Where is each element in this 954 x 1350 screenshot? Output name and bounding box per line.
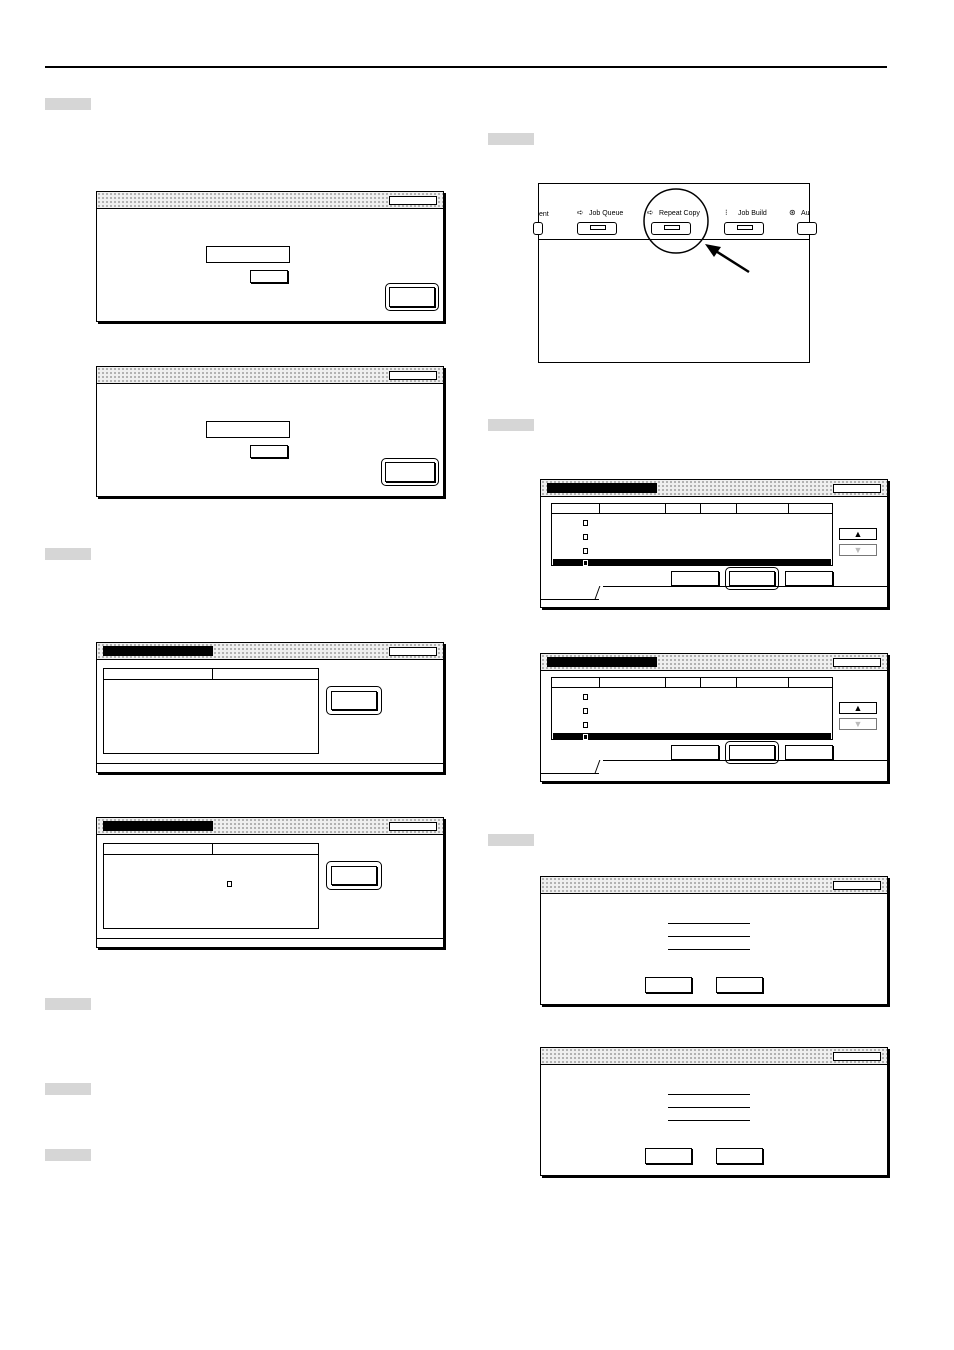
- auto-icon: ⊛: [789, 208, 796, 217]
- step-marker-5: [45, 1149, 91, 1161]
- title-label: [103, 646, 213, 656]
- title-bar: [541, 654, 887, 671]
- tab-job-queue[interactable]: Job Queue: [589, 210, 624, 217]
- close-button[interactable]: [833, 658, 881, 667]
- tab-fragment-right: Au: [801, 210, 810, 217]
- list-screen-a: [96, 642, 444, 773]
- detail-button[interactable]: [671, 745, 719, 760]
- title-bar: [541, 877, 887, 894]
- delete-button[interactable]: [785, 571, 833, 586]
- selected-table-row[interactable]: [553, 559, 831, 566]
- list-box: [103, 668, 319, 754]
- table-row-doc-icon: [583, 520, 588, 526]
- list-header-line: [104, 679, 318, 680]
- document-icon: [227, 881, 232, 887]
- table-header-line: [552, 687, 832, 688]
- yes-button[interactable]: [645, 977, 692, 993]
- confirm-dialog-b: [540, 1047, 888, 1176]
- step-marker-2: [45, 548, 91, 560]
- input-dialog-screen-a: [96, 191, 444, 322]
- print-button[interactable]: [729, 745, 775, 760]
- print-button[interactable]: [729, 571, 775, 586]
- info-line-2: [668, 936, 750, 937]
- close-button[interactable]: [389, 822, 437, 831]
- table-row-doc-icon: [583, 548, 588, 554]
- pointer-arrow-head: [705, 244, 721, 257]
- no-button[interactable]: [716, 977, 763, 993]
- list-header-line: [104, 854, 318, 855]
- step-marker-8: [488, 834, 534, 846]
- code-input-field[interactable]: [206, 421, 290, 438]
- delete-button[interactable]: [785, 745, 833, 760]
- close-button[interactable]: [833, 484, 881, 493]
- callout-overlay: [539, 184, 811, 364]
- yes-button[interactable]: [645, 1148, 692, 1164]
- enter-button[interactable]: [385, 462, 435, 482]
- table-row-doc-icon: [583, 708, 588, 714]
- clear-button[interactable]: [250, 270, 288, 283]
- step-marker-1: [45, 98, 91, 110]
- code-input-field[interactable]: [206, 246, 290, 263]
- column-divider: [212, 844, 213, 854]
- job-build-icon: ⁝: [725, 208, 728, 217]
- detail-button[interactable]: [671, 571, 719, 586]
- table-row-doc-icon: [583, 722, 588, 728]
- select-button[interactable]: [331, 691, 377, 710]
- close-button[interactable]: [389, 371, 437, 380]
- title-bar: [97, 192, 443, 209]
- step-marker-7: [488, 419, 534, 431]
- step-marker-4: [45, 1083, 91, 1095]
- input-dialog-screen-b: [96, 366, 444, 497]
- info-line-1: [668, 1094, 750, 1095]
- table-row-doc-icon: [583, 694, 588, 700]
- title-bar: [541, 480, 887, 497]
- select-button[interactable]: [331, 866, 377, 885]
- enter-button[interactable]: [389, 287, 435, 307]
- title-bar: [97, 367, 443, 384]
- close-button[interactable]: [833, 881, 881, 890]
- repeat-copy-icon: ➪: [647, 208, 654, 217]
- title-label: [103, 821, 213, 831]
- title-bar: [97, 818, 443, 835]
- info-line-3: [668, 1120, 750, 1121]
- status-line: [97, 763, 443, 764]
- info-line-2: [668, 1107, 750, 1108]
- info-line-1: [668, 923, 750, 924]
- clear-button[interactable]: [250, 445, 288, 458]
- list-box: [103, 843, 319, 929]
- step-marker-3: [45, 998, 91, 1010]
- title-label: [547, 657, 657, 667]
- scroll-down-button[interactable]: ▼: [839, 544, 877, 556]
- info-line-3: [668, 949, 750, 950]
- selected-table-row[interactable]: [553, 733, 831, 740]
- title-bar: [97, 643, 443, 660]
- job-table: [551, 677, 833, 740]
- table-row-doc-icon: [583, 534, 588, 540]
- tab-repeat-copy[interactable]: Repeat Copy: [659, 210, 700, 217]
- list-screen-b: [96, 817, 444, 948]
- scroll-up-button[interactable]: ▲: [839, 528, 877, 540]
- header-rule: [45, 66, 887, 68]
- close-button[interactable]: [389, 196, 437, 205]
- column-divider: [212, 669, 213, 679]
- job-list-screen-b: [540, 653, 888, 782]
- scroll-up-button[interactable]: ▲: [839, 702, 877, 714]
- job-table: [551, 503, 833, 566]
- job-list-screen-a: [540, 479, 888, 608]
- no-button[interactable]: [716, 1148, 763, 1164]
- title-bar: [541, 1048, 887, 1065]
- title-label: [547, 483, 657, 493]
- close-button[interactable]: [389, 647, 437, 656]
- scroll-down-button[interactable]: ▼: [839, 718, 877, 730]
- close-button[interactable]: [833, 1052, 881, 1061]
- confirm-dialog-a: [540, 876, 888, 1005]
- tab-fragment-left: ent: [539, 211, 549, 218]
- function-tab-screen: [538, 183, 810, 363]
- job-queue-icon: ➪: [577, 208, 584, 217]
- status-line: [97, 938, 443, 939]
- highlight-circle: [644, 189, 708, 253]
- step-marker-6: [488, 133, 534, 145]
- table-header-line: [552, 513, 832, 514]
- tab-job-build[interactable]: Job Build: [738, 210, 767, 217]
